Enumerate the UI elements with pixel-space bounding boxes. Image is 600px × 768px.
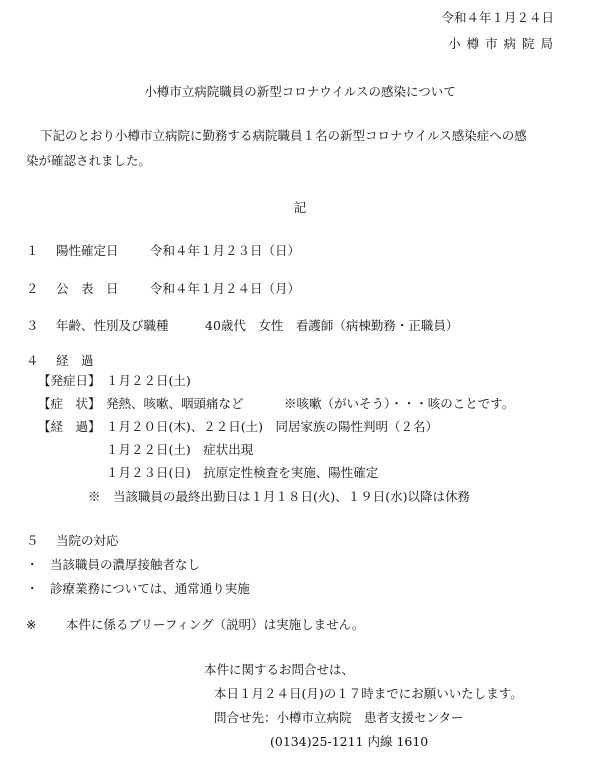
course-line-1: １月２０日(木)、２２日(土) 同居家族の陽性判明（２名） xyxy=(106,419,439,434)
item-5-number: ５ xyxy=(26,533,39,548)
item-4-number: ４ xyxy=(26,353,39,368)
intro-line-2: 染が確認されました。 xyxy=(26,153,152,168)
symptom-value: 発熱、咳嗽、咽頭痛など xyxy=(106,396,244,411)
response-bullet-2: 診療業務については、通常通り実施 xyxy=(50,581,250,596)
symptom-note: ※咳嗽（がいそう）・・・咳のことです。 xyxy=(284,396,515,411)
item-2-value: 令和４年１月２４日（月） xyxy=(150,281,301,296)
course-line-3: １月２３日(日) 抗原定性検査を実施、陽性確定 xyxy=(106,465,379,480)
bullet-2: ・ xyxy=(26,581,39,596)
last-work-note: ※ 当該職員の最終出勤日は１月１８日(火)、１９日(水)以降は休務 xyxy=(88,489,471,504)
issue-date: 令和４年１月２４日 xyxy=(441,10,554,25)
issuer-name: 小 樽 市 病 院 局 xyxy=(448,36,554,51)
item-3-label: 年齢、性別及び職種 xyxy=(56,318,169,333)
item-1-number: １ xyxy=(26,243,39,258)
item-1-value: 令和４年１月２３日（日） xyxy=(150,243,301,258)
onset-value: １月２２日(土) xyxy=(106,373,191,388)
item-3-value: 40歳代 女性 看護師（病棟勤務・正職員） xyxy=(205,318,459,333)
item-3-number: ３ xyxy=(26,318,39,333)
onset-label: 【発症日】 xyxy=(38,373,101,388)
course-line-2: １月２２日(土) 症状出現 xyxy=(106,442,254,457)
item-1-label: 陽性確定日 xyxy=(56,243,119,258)
course-label: 【経 過】 xyxy=(38,419,101,434)
response-bullet-1: 当該職員の濃厚接触者なし xyxy=(50,557,201,572)
intro-line-1: 下記のとおり小樽市立病院に勤務する病院職員１名の新型コロナウイルス感染症への感 xyxy=(40,128,527,143)
item-2-label: 公 表 日 xyxy=(56,281,119,296)
contact-line-2: 本日１月２４日(月)の１７時までにお願いいたします。 xyxy=(214,686,523,701)
symptom-label: 【症 状】 xyxy=(38,396,101,411)
briefing-text: 本件に係るブリーフィング（説明）は実施しません。 xyxy=(66,617,365,632)
item-5-label: 当院の対応 xyxy=(56,533,119,548)
item-4-label: 経 過 xyxy=(56,353,94,368)
document-title: 小樽市立病院職員の新型コロナウイルスの感染について xyxy=(144,84,456,99)
item-2-number: ２ xyxy=(26,281,39,296)
contact-phone: (0134)25-1211 内線 1610 xyxy=(270,734,429,749)
contact-line-3: 問合せ先：小樽市立病院 患者支援センター xyxy=(214,710,464,725)
ki-heading: 記 xyxy=(293,200,307,215)
briefing-mark: ※ xyxy=(26,617,37,632)
contact-line-1: 本件に関するお問合せは、 xyxy=(204,662,355,677)
bullet-1: ・ xyxy=(26,557,39,572)
